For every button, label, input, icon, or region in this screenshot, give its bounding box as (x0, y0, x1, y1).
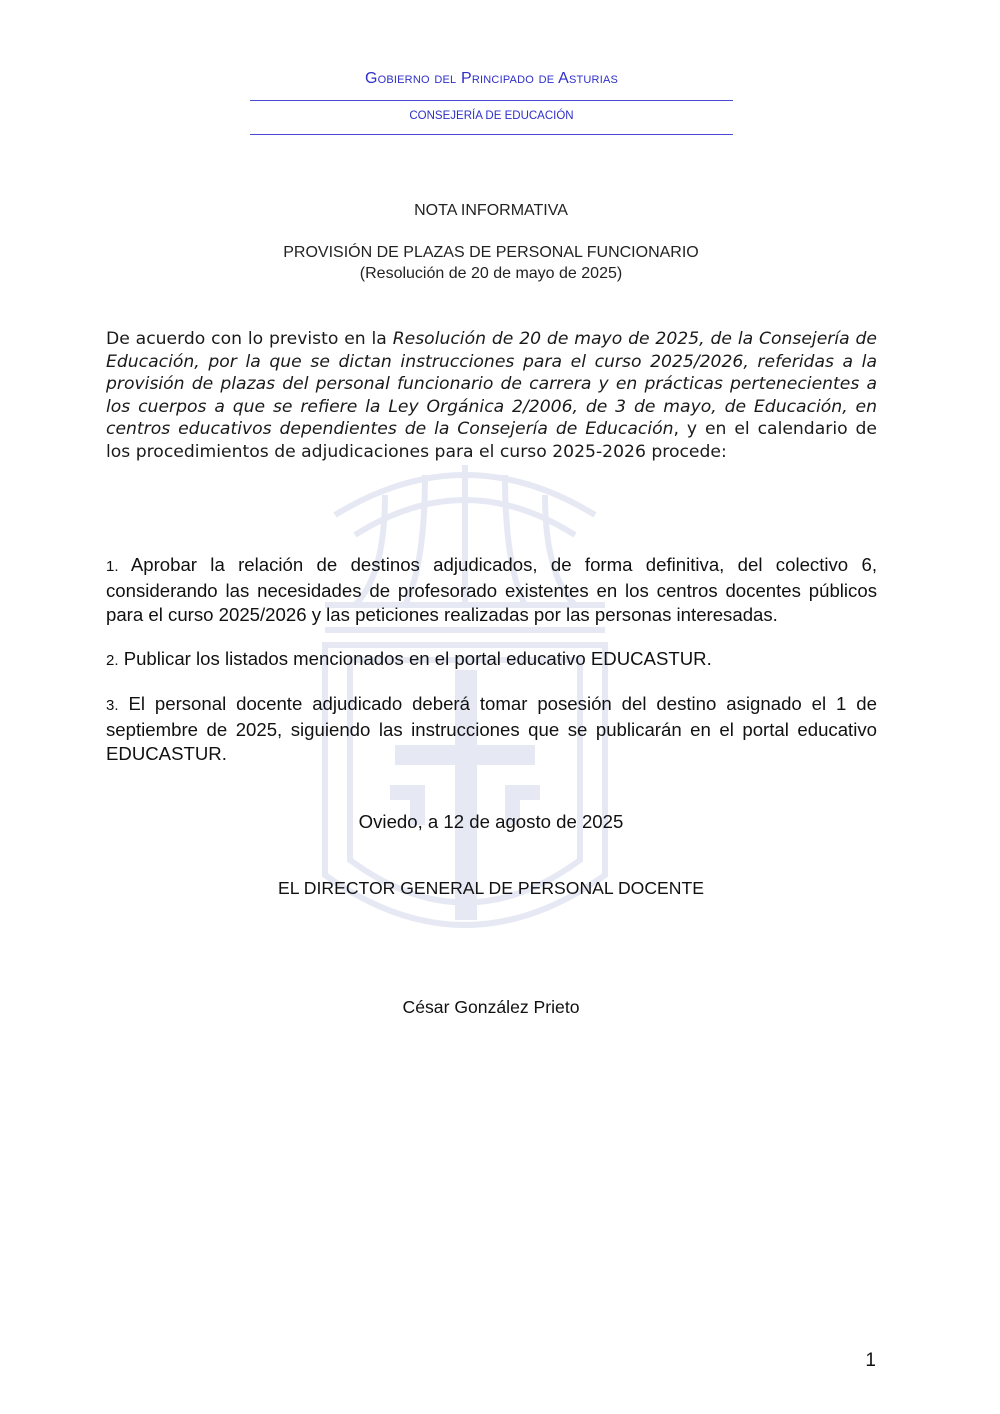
place-date: Oviedo, a 12 de agosto de 2025 (358, 811, 624, 832)
header-government: Gobierno del Principado de Asturias (364, 70, 619, 87)
item-text: El personal docente adjudicado deberá tomar posesión del destino asignado el 1 de septiembre de 2025, siguiendo las instrucciones que se publicarán en el portal educativo EDUCASTUR. (106, 693, 877, 764)
intro-resolution-citation: Resolución de 20 de mayo de 2025, de la Consejería de Educación, por la que se dictan instrucciones para el curso 2025/2026, referidas a la provisión de plazas del personal funcionario de carrera y en prácticas pertenecientes a los cuerpos a que se refiere la Ley Orgánica 2/2006, de 3 de mayo, de Educación, en centros educativos dependientes de la Consejería de Educación (106, 329, 877, 439)
item-number: 1. (106, 558, 119, 575)
intro-prefix: De acuerdo con lo previsto en la (106, 329, 393, 349)
signatory-name: César González Prieto (402, 997, 580, 1017)
item-text: Publicar los listados mencionados en el portal educativo EDUCASTUR. (123, 648, 712, 669)
item-number: 3. (106, 697, 119, 714)
resolution-reference: (Resolución de 20 de mayo de 2025) (359, 265, 623, 282)
item-number: 2. (106, 652, 119, 669)
header-department: CONSEJERÍA DE EDUCACIÓN (409, 110, 574, 122)
list-item (106, 553, 877, 627)
header-rule-bottom (250, 134, 733, 135)
intro-paragraph (106, 328, 877, 463)
list-item (106, 692, 877, 766)
list-item (106, 647, 877, 673)
intro-suffix: , y en el calendario de los procedimientos de adjudicaciones para el curso 2025-2026 procede: (106, 419, 877, 462)
note-title: NOTA INFORMATIVA (414, 202, 568, 219)
page-number: 1 (865, 1350, 876, 1371)
header-rule-top (250, 100, 733, 101)
signatory-title: EL DIRECTOR GENERAL DE PERSONAL DOCENTE (278, 878, 704, 898)
item-text: Aprobar la relación de destinos adjudicados, de forma definitiva, del colectivo 6, considerando las necesidades de profesorado existentes en los centros docentes públicos para el curso 2025/2026 y las peticiones realizadas por las personas interesadas. (106, 554, 877, 625)
subject-title: PROVISIÓN DE PLAZAS DE PERSONAL FUNCIONARIO (283, 244, 699, 261)
